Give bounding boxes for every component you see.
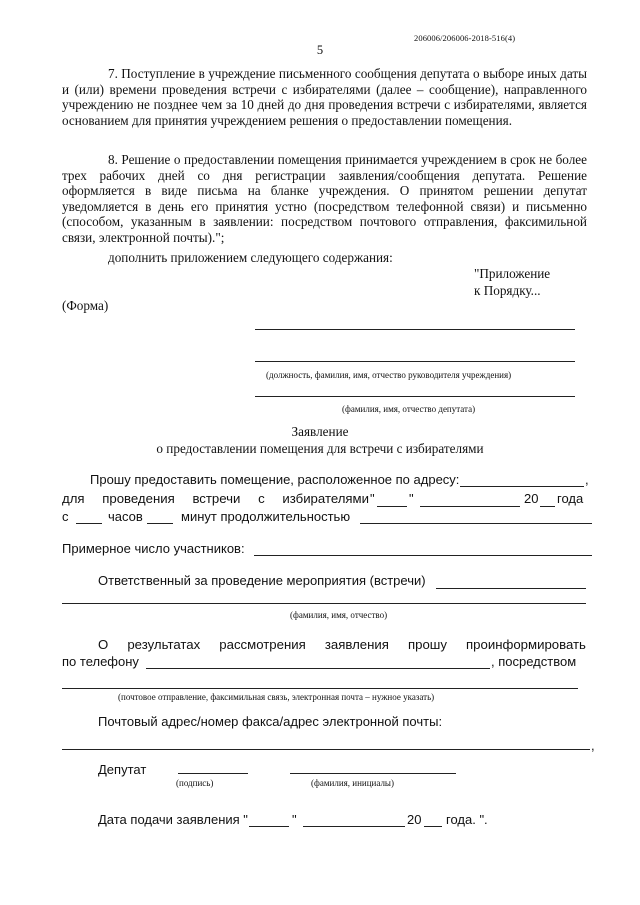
notify-method-field[interactable]: [62, 688, 578, 689]
hours-field[interactable]: [76, 523, 102, 524]
result-word: результатах: [127, 637, 201, 652]
submit-end: года. ".: [446, 812, 488, 827]
deputy-name-line[interactable]: [255, 396, 575, 397]
appendix-title: "Приложение: [474, 266, 551, 281]
result-word: прошу: [407, 637, 447, 652]
postal-address-label: Почтовый адрес/номер факса/адрес электронной почты:: [98, 714, 443, 729]
meeting-word: с: [258, 491, 265, 506]
surname-initials-field[interactable]: [290, 773, 456, 774]
phone-field[interactable]: [146, 668, 490, 669]
responsible-name-field[interactable]: [62, 603, 586, 604]
meeting-day-field[interactable]: [377, 506, 407, 507]
submit-year-prefix: 20: [407, 812, 422, 827]
time-from-label: с: [62, 509, 69, 524]
paragraph-7-text: 7. Поступление в учреждение письменного сообщения депутата о выборе иных даты и (или) времени проведения встречи с избирателями (далее – сообщение), направленного учреждению не позднее чем за 10 дней до дня проведения встречи с избирателями, является основанием для принятия учреждением решения о предоставлении помещения.: [62, 66, 587, 128]
meeting-word: избирателями: [282, 491, 369, 506]
minutes-field[interactable]: [147, 523, 173, 524]
meeting-month-field[interactable]: [420, 506, 520, 507]
document-code: 206006/206006-2018-516(4): [414, 33, 516, 43]
caption-signature: (подпись): [176, 778, 214, 788]
addressee-line-1[interactable]: [255, 329, 575, 330]
caption-deputy-name: (фамилия, имя, отчество депутата): [342, 404, 476, 414]
submit-quote-close: ": [292, 812, 297, 827]
date-quote-close: ": [409, 491, 414, 506]
hours-label: часов: [108, 509, 143, 524]
meeting-word: для: [62, 491, 85, 506]
by-means-label: , посредством: [491, 654, 577, 669]
submit-day-field[interactable]: [249, 826, 289, 827]
caption-responsible-name: (фамилия, имя, отчество): [290, 610, 388, 620]
caption-head-official: (должность, фамилия, имя, отчество руководителя учреждения): [266, 370, 512, 380]
result-words: [98, 637, 586, 652]
page-number: 5: [316, 43, 324, 57]
duration-field[interactable]: [360, 523, 592, 524]
postal-address-comma: ,: [591, 738, 595, 753]
year-prefix: 20: [524, 491, 539, 506]
caption-notify-method: (почтовое отправление, факсимильная связь, электронная почта – нужное указать): [118, 692, 435, 702]
date-quote-open: ": [370, 491, 375, 506]
participants-field[interactable]: [254, 555, 592, 556]
address-field[interactable]: [460, 486, 584, 487]
participants-label: Примерное число участников:: [62, 541, 245, 556]
postal-address-field[interactable]: [62, 749, 590, 750]
meeting-year-field[interactable]: [540, 506, 555, 507]
caption-surname-initials: (фамилия, инициалы): [311, 778, 394, 788]
submit-year-field[interactable]: [424, 826, 442, 827]
meeting-words: [62, 491, 369, 506]
append-text: дополнить приложением следующего содержания:: [108, 250, 393, 265]
meeting-word: встречи: [192, 491, 241, 506]
result-word: О: [98, 637, 109, 652]
request-address-label: Прошу предоставить помещение, расположенное по адресу:: [90, 472, 460, 487]
responsible-field[interactable]: [436, 588, 586, 589]
paragraph-8-text: 8. Решение о предоставлении помещения принимается учреждением в срок не более трех рабочих дней со дня регистрации заявления/сообщения депутата. Решение оформляется в виде письма на бланке учреждения. О принятом решении депутат уведомляется в день его принятия устно (посредством телефонной связи) и письменно (способом, указанным в заявлении: посредством почтового отправления, факсимильной связи, электронной почты).";: [62, 152, 587, 245]
signature-field[interactable]: [178, 773, 248, 774]
result-word: проинформировать: [466, 637, 586, 652]
responsible-label: Ответственный за проведение мероприятия (встречи): [98, 573, 426, 588]
form-subtitle: о предоставлении помещения для встречи с избирателями: [156, 441, 484, 456]
meeting-word: проведения: [102, 491, 175, 506]
addressee-line-2[interactable]: [255, 361, 575, 362]
by-phone-label: по телефону: [62, 654, 139, 669]
year-word: года: [557, 491, 584, 506]
form-label: (Форма): [62, 298, 109, 313]
result-word: заявления: [324, 637, 389, 652]
paragraph-7: [62, 66, 587, 128]
address-comma: ,: [585, 472, 589, 487]
submit-date-label: Дата подачи заявления ": [98, 812, 248, 827]
deputy-label: Депутат: [98, 762, 147, 777]
result-word: рассмотрения: [219, 637, 306, 652]
form-title: Заявление: [291, 424, 349, 439]
paragraph-8: [62, 152, 587, 246]
minutes-duration-label: минут продолжительностью: [181, 509, 351, 524]
submit-month-field[interactable]: [303, 826, 405, 827]
appendix-subtitle: к Порядку...: [474, 283, 541, 298]
